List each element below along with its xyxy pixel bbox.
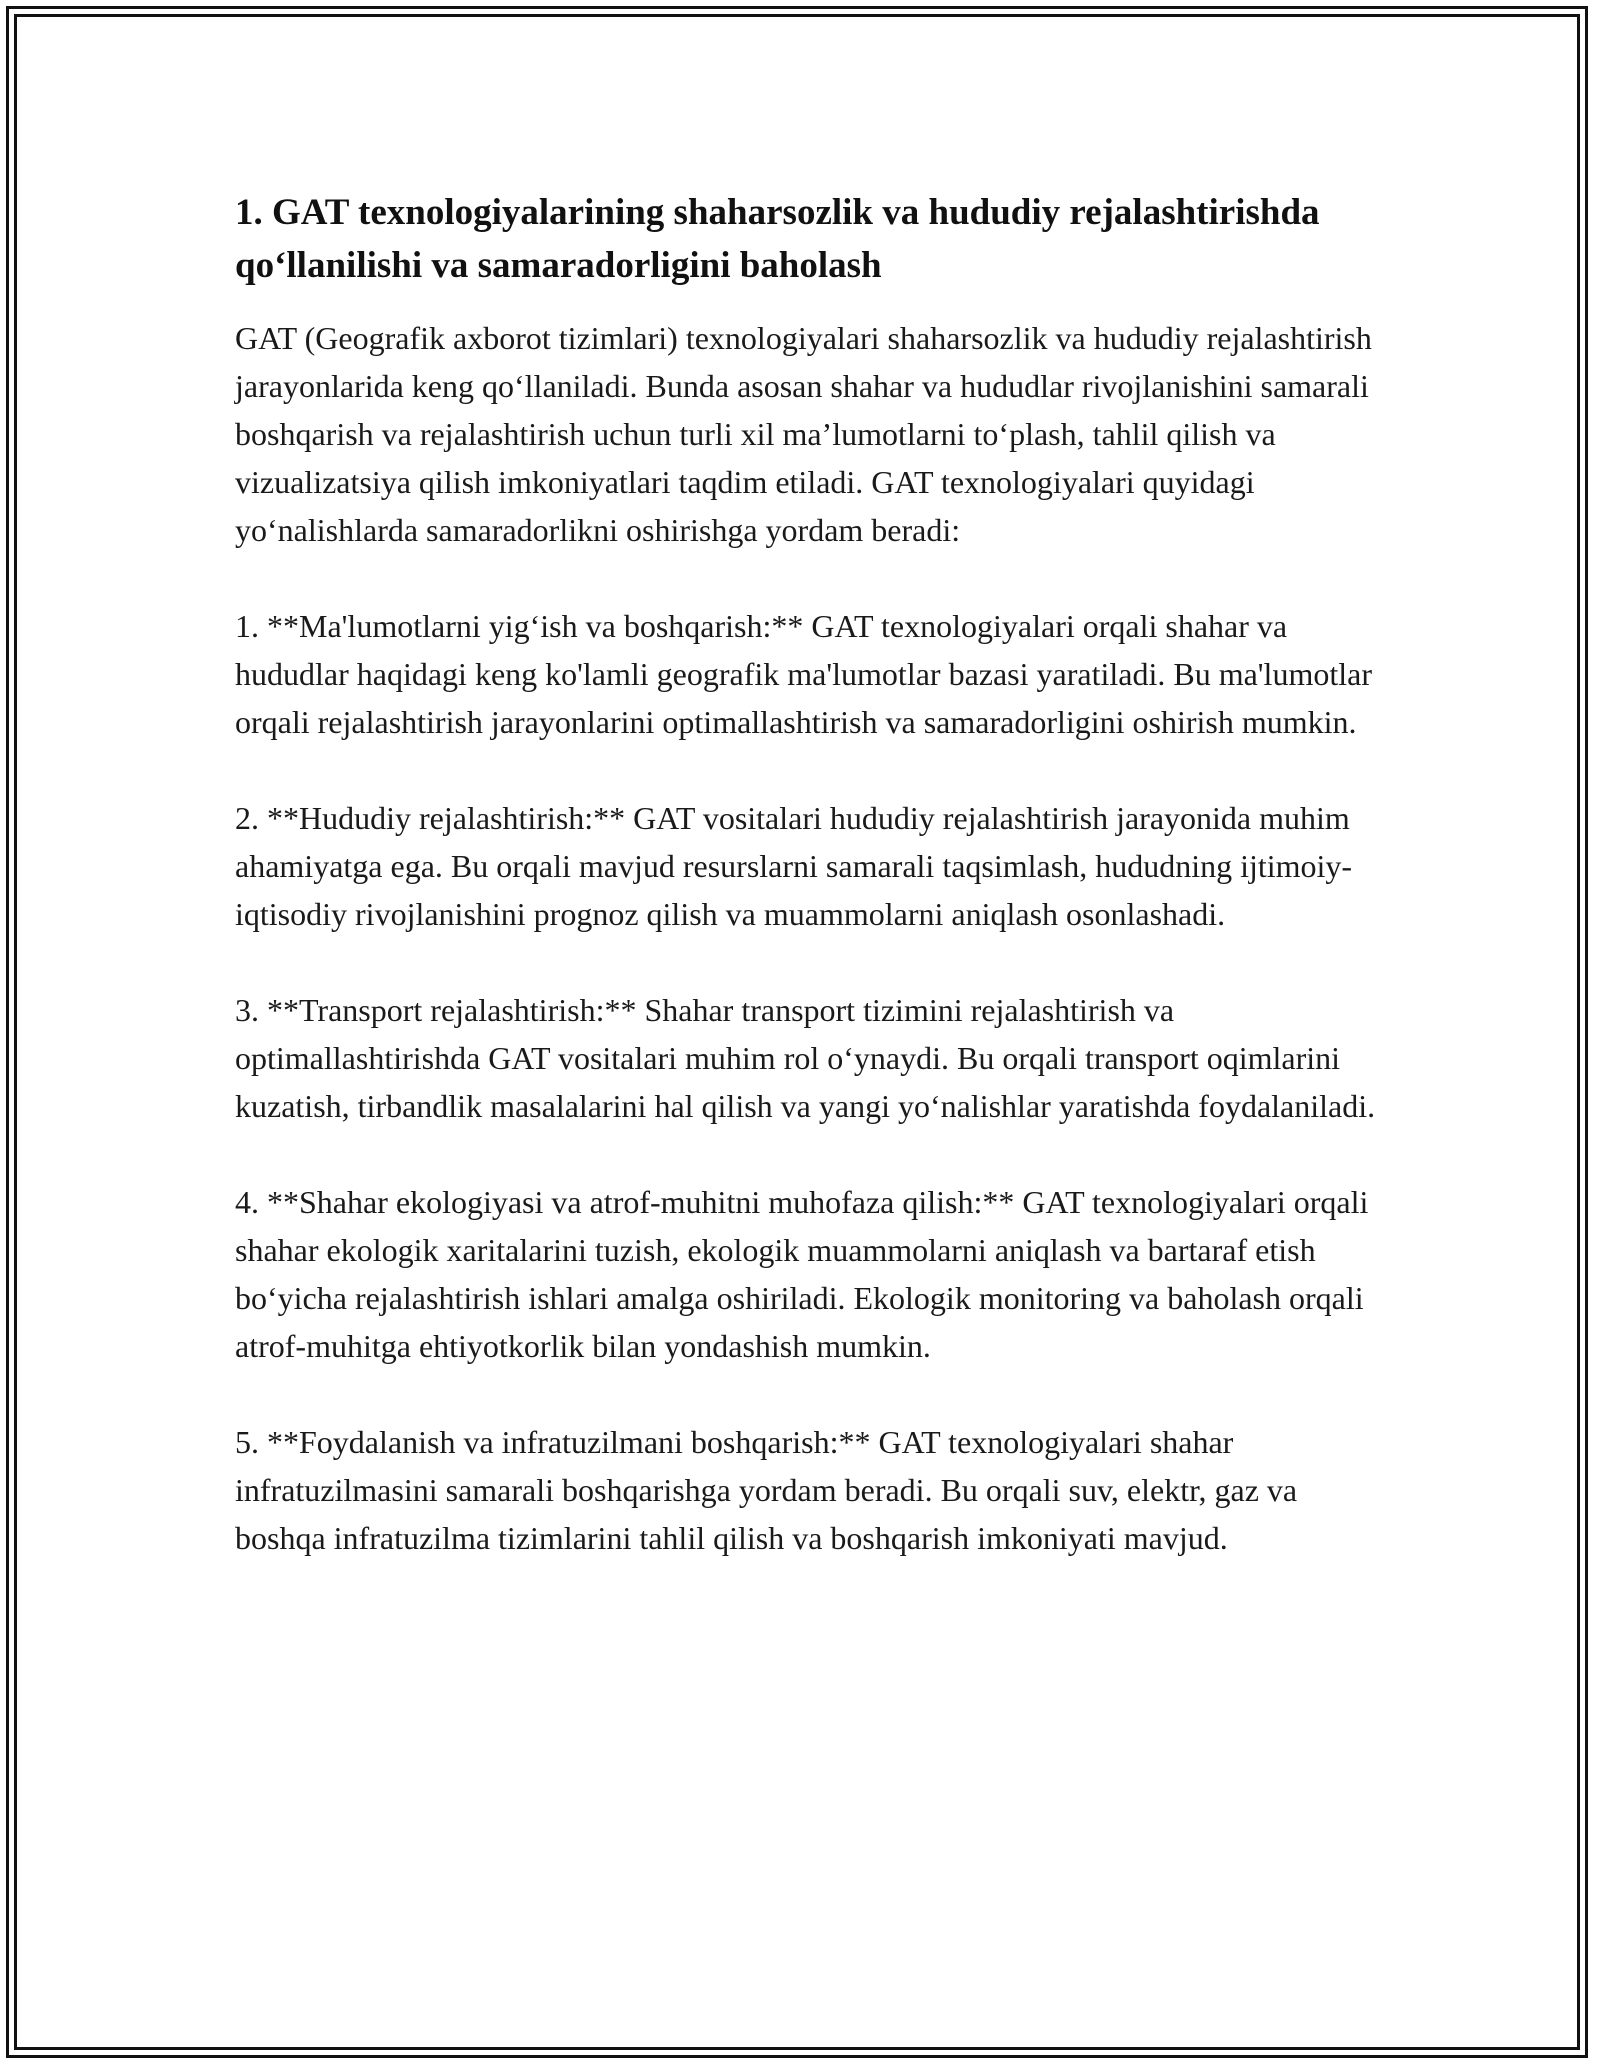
intro-paragraph: GAT (Geografik axborot tizimlari) texnologiyalari shaharsozlik va hududiy rejalashtirish jarayonlarida keng qo‘llaniladi. Bunda asosan shahar va hududlar rivojlanishini samarali boshqarish va rejalashtirish uchun turli xil ma’lumotlarni to‘plash, tahlil qilish va vizualizatsiya qilish imkoniyatlari taqdim etiladi. GAT texnologiyalari quyidagi yo‘nalishlarda samaradorlikni oshirishga yordam beradi: [235, 320, 1372, 548]
list-item-infrastructure: 5. **Foydalanish va infratuzilmani boshqarish:** GAT texnologiyalari shahar infratuzilmasini samarali boshqarishga yordam beradi. Bu orqali suv, elektr, gaz va boshqa infratuzilma tizimlarini tahlil qilish va boshqarish imkoniyati mavjud. [235, 1424, 1298, 1556]
document-body [235, 186, 1385, 1610]
list-item-data-collection: 1. **Ma'lumotlarni yig‘ish va boshqarish:** GAT texnologiyalari orqali shahar va hududlar haqidagi keng ko'lamli geografik ma'lumotlar bazasi yaratiladi. Bu ma'lumotlar orqali rejalashtirish jarayonlarini optimallashtirish va samaradorligini oshirish mumkin. [235, 608, 1372, 740]
section-heading: 1. GAT texnologiyalarining shaharsozlik va hududiy rejalashtirishda qo‘llanilishi va samaradorligini baholash [235, 192, 1320, 286]
list-item-territorial-planning: 2. **Hududiy rejalashtirish:** GAT vositalari hududiy rejalashtirish jarayonida muhim ahamiyatga ega. Bu orqali mavjud resurslarni samarali taqsimlash, hududning ijtimoiy-iqtisodiy rivojlanishini prognoz qilish va muammolarni aniqlash osonlashadi. [235, 800, 1353, 932]
list-item-transport-planning: 3. **Transport rejalashtirish:** Shahar transport tizimini rejalashtirish va optimallashtirishda GAT vositalari muhim rol o‘ynaydi. Bu orqali transport oqimlarini kuzatish, tirbandlik masalalarini hal qilish va yangi yo‘nalishlar yaratishda foydalaniladi. [235, 992, 1376, 1124]
list-item-urban-ecology: 4. **Shahar ekologiyasi va atrof-muhitni muhofaza qilish:** GAT texnologiyalari orqali shahar ekologik xaritalarini tuzish, ekologik muammolarni aniqlash va bartaraf etish bo‘yicha rejalashtirish ishlari amalga oshiriladi. Ekologik monitoring va baholash orqali atrof-muhitga ehtiyotkorlik bilan yondashish mumkin. [235, 1184, 1369, 1364]
